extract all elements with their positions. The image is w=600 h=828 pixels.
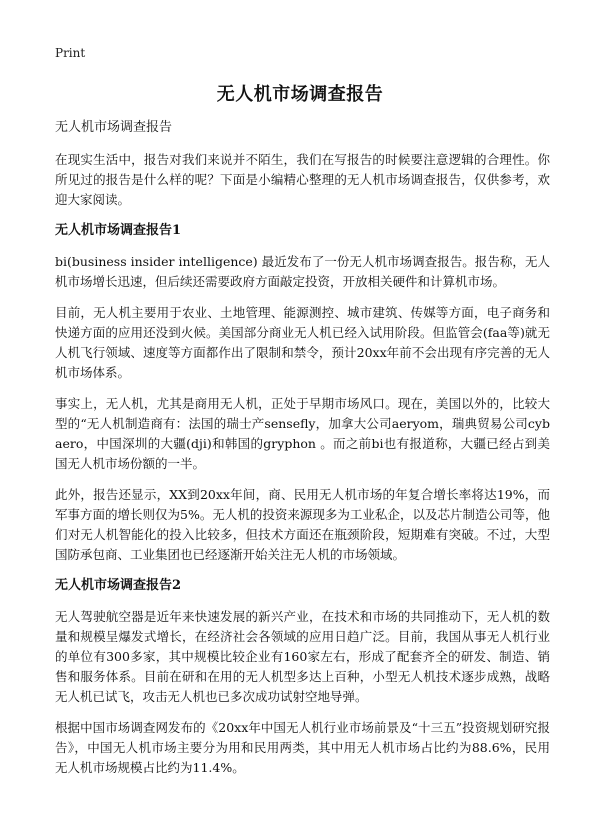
section-2-paragraph: 根据中国市场调查网发布的《20xx年中国无人机行业市场前景及“十三五”投资规划研究报告》，中国无人机市场主要分为用和民用两类，其中用无人机市场占比约为88.6%，民用无人机市场规模占比约为11.4%。 bbox=[55, 720, 550, 775]
section-1-paragraph: 此外，报告还显示，XX到20xx年间，商、民用无人机市场的年复合增长率将达19%，而军事方面的增长则仅为5%。无人机的投资来源现多为工业私企，以及芯片制造公司等，他们对无人机智能化的投入比较多，但技术方面还在瓶颈阶段，短期难有突破。不过，大型国防承包商、工业集团也已经逐渐开始关注无人机的市场领域。 bbox=[55, 487, 550, 562]
print-label: Print bbox=[55, 46, 86, 60]
section-heading-1: 无人机市场调查报告1 bbox=[55, 223, 182, 238]
document-subtitle: 无人机市场调查报告 bbox=[55, 120, 173, 135]
section-heading-2: 无人机市场调查报告2 bbox=[55, 578, 182, 593]
intro-paragraph: 在现实生活中，报告对我们来说并不陌生，我们在写报告的时候要注意逻辑的合理性。你所见过的报告是什么样的呢？下面是小编精心整理的无人机市场调查报告，仅供参考，欢迎大家阅读。 bbox=[55, 152, 550, 207]
section-1-paragraph: bi(business insider intelligence) 最近发布了一份无人机市场调查报告。报告称，无人机市场增长迅速，但后续还需要政府方面敲定投资，开放相关硬件和计算机市场。 bbox=[55, 254, 550, 289]
page-title: 无人机市场调查报告 bbox=[216, 84, 384, 105]
section-2-paragraph: 无人驾驶航空器是近年来快速发展的新兴产业，在技术和市场的共同推动下，无人机的数量和规模呈爆发式增长，在经济社会各领域的应用日趋广泛。目前，我国从事无人机行业的单位有300多家，其中规模比较企业有160家左右，形成了配套齐全的研发、制造、销售和服务体系。目前在研和在用的无人机型多达上百种，小型无人机技术逐步成熟，战略无人机已试飞，攻击无人机也已多次成功试射空地导弹。 bbox=[55, 609, 550, 704]
section-1-paragraph: 目前，无人机主要用于农业、土地管理、能源测控、城市建筑、传媒等方面，电子商务和快递方面的应用还没到火候。美国部分商业无人机已经入试用阶段。但监管会(faa等)就无人机飞行领域、速度等方面都作出了限制和禁令，预计20xx年前不会出现有序完善的无人机市场体系。 bbox=[55, 305, 550, 380]
section-1-paragraph: 事实上，无人机，尤其是商用无人机，正处于早期市场风口。现在，美国以外的，比较大型的“无人机制造商有：法国的瑞士产sensefly，加拿大公司aeryom，瑞典贸易公司cybaero，中国深圳的大疆(dji)和韩国的gryphon 。而之前bi也有报道称，大疆已经占到美国无人机市场份额的一半。 bbox=[55, 396, 550, 471]
document-body bbox=[55, 118, 550, 789]
